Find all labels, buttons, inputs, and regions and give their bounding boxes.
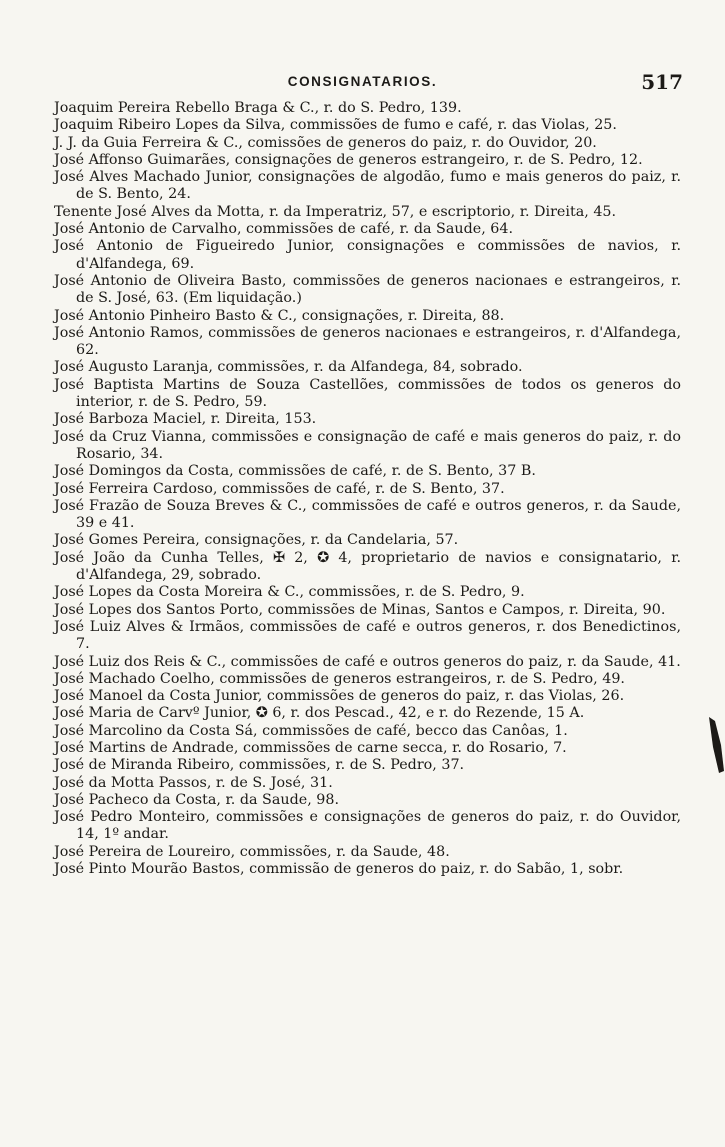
page-header <box>0 70 725 98</box>
directory-entry: José Baptista Martins de Souza Castellões, commissões de todos os generos do interior, r. de S. Pedro, 59. <box>54 376 681 411</box>
directory-entry: José Barboza Maciel, r. Direita, 153. <box>54 411 317 428</box>
directory-entry: José Domingos da Costa, commissões de café, r. de S. Bento, 37 B. <box>54 463 536 480</box>
directory-entry: Tenente José Alves da Motta, r. da Imperatriz, 57, e escriptorio, r. Direita, 45. <box>54 203 617 220</box>
directory-entry: José Pinto Mourão Bastos, commissão de generos do paiz, r. do Sabão, 1, sobr. <box>54 861 624 878</box>
directory-entry: José Gomes Pereira, consignações, r. da Candelaria, 57. <box>54 532 459 549</box>
directory-entry: José Pereira de Loureiro, commissões, r. da Saude, 48. <box>54 843 450 860</box>
directory-entry: José Pedro Monteiro, commissões e consignações de generos do paiz, r. do Ouvidor, 14, 1º andar. <box>54 809 681 843</box>
margin-mark <box>707 715 725 777</box>
directory-entry: José Antonio de Oliveira Basto, commissões de generos nacionaes e estrangeiros, r. de S. José, 63. (Em liquidação.) <box>54 272 681 307</box>
page-title: CONSIGNATARIOS. <box>287 74 438 89</box>
directory-entry: José Ferreira Cardoso, commissões de café, r. de S. Bento, 37. <box>54 480 505 497</box>
directory-entry: José Augusto Laranja, commissões, r. da Alfandega, 84, sobrado. <box>54 359 523 376</box>
directory-entry: José Maria de Carvº Junior, ✪ 6, r. dos Pescad., 42, e r. do Rezende, 15 A. <box>54 705 585 722</box>
directory-entry: José Pacheco da Costa, r. da Saude, 98. <box>54 791 340 808</box>
directory-entry: José Alves Machado Junior, consignações de algodão, fumo e mais generos do paiz, r. de S. Bento, 24. <box>54 169 681 203</box>
directory-entry: José Lopes dos Santos Porto, commissões de Minas, Santos e Campos, r. Direita, 90. <box>54 601 666 618</box>
directory-entry: José Frazão de Souza Breves & C., commissões de café e outros generos, r. da Saude, 39 e 41. <box>54 497 681 532</box>
directory-entry: José Antonio Pinheiro Basto & C., consignações, r. Direita, 88. <box>54 307 505 324</box>
directory-entry: José Luiz dos Reis & C., commissões de café e outros generos do paiz, r. da Saude, 41. <box>54 653 681 670</box>
directory-entry: José Machado Coelho, commissões de generos estrangeiros, r. de S. Pedro, 49. <box>54 670 625 687</box>
directory-entries <box>54 100 681 878</box>
directory-entry: José Lopes da Costa Moreira & C., commissões, r. de S. Pedro, 9. <box>54 584 525 601</box>
directory-entry: José Affonso Guimarães, consignações de generos estrangeiro, r. de S. Pedro, 12. <box>54 151 643 168</box>
page-number: 517 <box>641 70 683 94</box>
directory-entry: J. J. da Guia Ferreira & C., comissões de generos do paiz, r. do Ouvidor, 20. <box>54 134 597 151</box>
directory-entry: José Antonio Ramos, commissões de generos nacionaes e estrangeiros, r. d'Alfandega, 62. <box>54 324 681 359</box>
directory-entry: José Marcolino da Costa Sá, commissões de café, becco das Canôas, 1. <box>54 722 568 739</box>
directory-entry: José Antonio de Figueiredo Junior, consignações e commissões de navios, r. d'Alfandega, 69. <box>54 238 681 272</box>
directory-entry: Joaquim Ribeiro Lopes da Silva, commissões de fumo e café, r. das Violas, 25. <box>54 117 617 134</box>
directory-entry: José Manoel da Costa Junior, commissões de generos do paiz, r. das Violas, 26. <box>54 688 625 705</box>
directory-entry: José da Cruz Vianna, commissões e consignação de café e mais generos do paiz, r. do Rosario, 34. <box>54 428 681 462</box>
directory-entry: José Antonio de Carvalho, commissões de café, r. da Saude, 64. <box>54 221 514 238</box>
directory-entry: José Luiz Alves & Irmãos, commissões de café e outros generos, r. dos Benedictinos, 7. <box>54 618 681 653</box>
directory-entry: José João da Cunha Telles, ✠ 2, ✪ 4, proprietario de navios e consignatario, r. d'Alfandega, 29, sobrado. <box>54 549 681 584</box>
directory-entry: José da Motta Passos, r. de S. José, 31. <box>54 774 333 791</box>
directory-entry: José de Miranda Ribeiro, commissões, r. de S. Pedro, 37. <box>54 757 465 774</box>
directory-entry: Joaquim Pereira Rebello Braga & C., r. do S. Pedro, 139. <box>54 100 462 116</box>
directory-entry: José Martins de Andrade, commissões de carne secca, r. do Rosario, 7. <box>54 739 567 756</box>
